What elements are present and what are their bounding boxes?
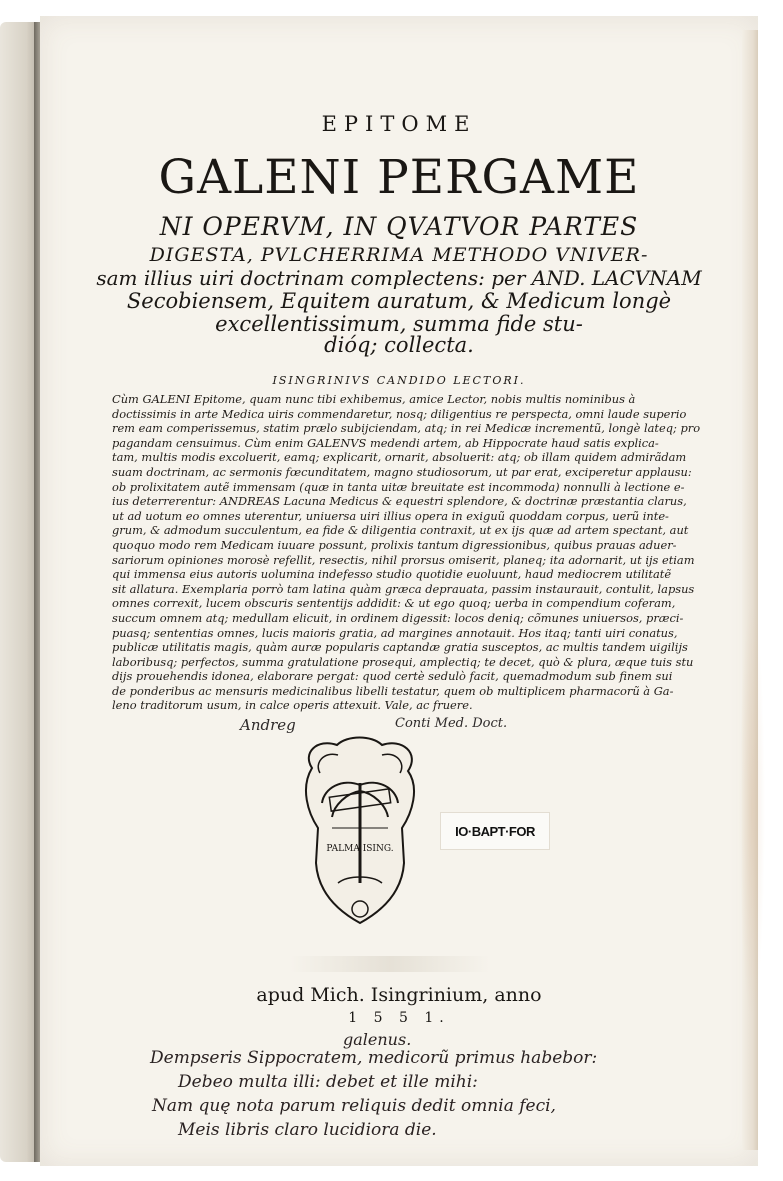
title-line-6: Secobiensem, Equitem auratum, & Medicum longè <box>126 289 672 313</box>
handwritten-line: Nam quę nota parum reliquis dedit omnia feci, <box>152 1096 556 1116</box>
device-motto: PALMA ISING. <box>326 844 394 854</box>
title-galeni: GALENI PERGAME <box>158 150 640 205</box>
letter-line: ut ad uotum eo omnes uterentur, uniuersa uiri illius opera in exiguũ quoddam corpus, uerũ inte- <box>112 508 669 523</box>
letter-line: leno traditorum usum, in calce operis attexuit. Vale, ac fruere. <box>112 698 473 713</box>
letter-heading: ISINGRINIVS CANDIDO LECTORI. <box>272 374 526 387</box>
stamp-text: IO·BAPT·FOR <box>455 823 535 839</box>
handwritten-line: Dempseris Sippocratem, medicorũ primus habebor: <box>150 1048 598 1068</box>
letter-line: laboribusq; perfectos, summa gratulatione prosequi, amplectiq; te decet, quò & plura, æque tuis stu <box>112 654 694 669</box>
letter-line: quoquo modo rem Medicam iuuare possunt, prolixis tantum digressionibus, quibus prauas aduer- <box>112 537 677 552</box>
imprint-year: 1 5 5 1. <box>348 1010 450 1026</box>
letter-line: omnes correxit, lucem obscuris sententijs addidit: & ut ego quoq; uerba in compendium coferam, <box>112 596 676 611</box>
handwritten-line: galenus. <box>343 1030 412 1049</box>
handwritten-line: Debeo multa illi: debet et ille mihi: <box>178 1072 478 1092</box>
title-line-7: excellentissimum, summa fide stu- <box>215 312 583 336</box>
letter-line: publicæ utilitatis magis, quàm auræ popularis captandæ gratia susceptos, ac multis tandem uigilijs <box>112 640 688 655</box>
show-through-mark <box>290 956 490 972</box>
letter-line: doctissimis in arte Medica uiris commendaretur, nosq; diligentius re perspecta, omni laude superio <box>112 406 687 421</box>
title-epitome: EPITOME <box>321 112 477 136</box>
letter-line: suam doctrinam, ac sermonis fœcunditatem, magno studiosorum, ut par erat, exciperetur applausu: <box>112 464 692 479</box>
imprint-line: apud Mich. Isingrinium, anno <box>256 984 542 1006</box>
letter-line: tam, multis modis excoluerit, eamq; explicarit, ornarit, absoluerit: atq; ob illam quidem admirãdam <box>112 450 687 465</box>
letter-line: succum omnem atq; medullam elicuit, in ordinem digessit: locos deniq; cõmunes uniuersos, præci- <box>112 610 684 625</box>
letter-line: dijs prouehendis idonea, elaborare pergat: quod certè sedulò facit, quemadmodum sub finem sui <box>112 669 673 684</box>
ownership-signature-1: Andreg <box>240 716 296 734</box>
letter-line: sariorum opiniones morosè refellit, resectis, nihil prorsus omiserit, planeq; ita adornarit, ut ijs etiam <box>112 552 695 567</box>
letter-body <box>112 392 701 713</box>
letter-line: rem eam comperissemus, statim prælo subijciendam, atq; in rei Medicæ incrementũ, longè lateq; pro <box>112 421 701 436</box>
title-line-3: NI OPERVM, IN QVATVOR PARTES <box>159 212 639 241</box>
letter-line: puasq; sententias omnes, lucis maioris gratia, ad margines annotauit. Hos itaq; tanti uiri conatus, <box>112 625 678 640</box>
letter-line: de ponderibus ac mensuris medicinalibus libelli testatur, quem ob multiplicem pharmacorũ à Ga- <box>112 683 674 698</box>
letter-line: sit allatura. Exemplaria porrò tam latina quàm græca deprauata, passim instaurauit, contulit, lapsus <box>112 581 695 596</box>
letter-line: pagandam censuimus. Cùm enim GALENVS medendi artem, ab Hippocrate haud satis explica- <box>112 435 659 450</box>
letter-line: qui immensa eius autoris uolumina indefesso studio quotidie euoluunt, haud mediocrem utilitatẽ <box>112 567 672 582</box>
letter-line: Cùm GALENI Epitome, quam nunc tibi exhibemus, amice Lector, nobis multis nominibus à <box>112 392 636 406</box>
title-line-4: DIGESTA, PVLCHERRIMA METHODO VNIVER- <box>149 244 649 266</box>
letter-line: ius deterrerentur: ANDREAS Lacuna Medicus & equestri splendore, & doctrinæ præstantia clarus, <box>112 494 687 509</box>
letter-line: grum, & admodum succulentum, ea fide & diligentia contraxit, ut ex ijs quæ ad artem spectant, aut <box>112 523 689 538</box>
paper-stain <box>739 600 765 1020</box>
title-line-5: sam illius uiri doctrinam complectens: per AND. LACVNAM <box>96 266 702 290</box>
letter-line: ob prolixitatem autẽ immensam (quæ in tanta uitæ breuitate est incommoda) nonnulli à lectione e- <box>112 479 685 494</box>
printer-device-palm-icon <box>292 733 428 928</box>
title-line-8: dióq; collecta. <box>324 333 474 357</box>
handwritten-line: Meis libris claro lucidiora die. <box>178 1120 437 1140</box>
library-stamp <box>440 812 550 850</box>
ownership-signature-2: Conti Med. Doct. <box>395 716 508 731</box>
